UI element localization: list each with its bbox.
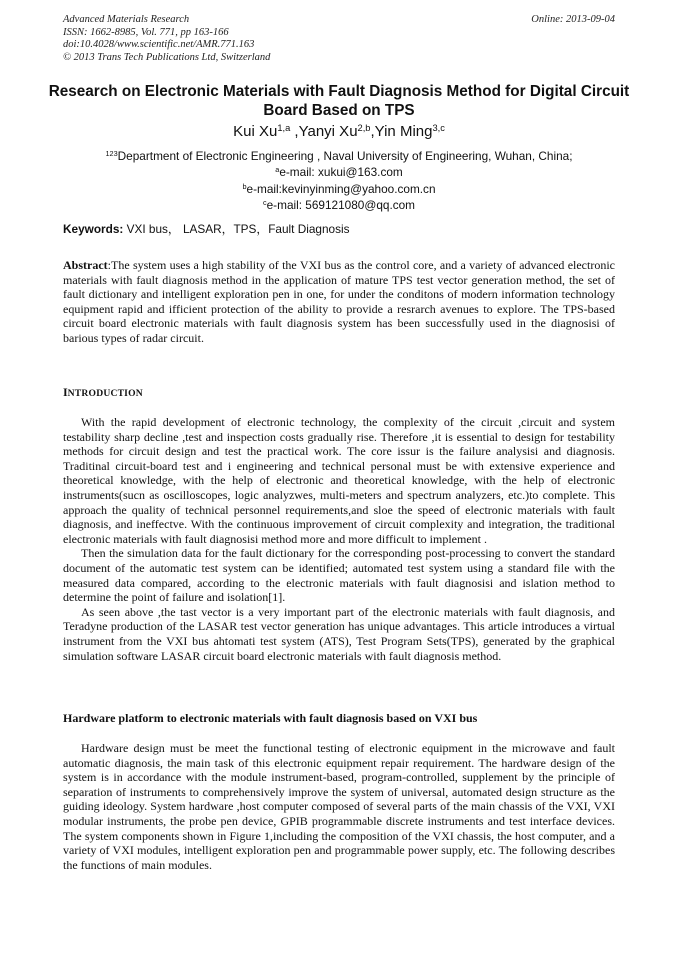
paragraph: Hardware design must be meet the functional testing of electronic equipment in the microwave and fault automatic diagnosis, the main task of this electronic equipment repair requirement. The hardware design of the system is in accordance with the module instrument-based, program-controlled, supplement by the principle of separation of instruments to comprehensively improve the system of universal, automated design structure as the guiding ideology. System hardware ,host computer composed of several parts of the main chassis of the VXI, VXI modular instruments, the probe pen device, GPIB programmable discrete instruments and test interface devices. The system components shown in Figure 1,including the composition of the VXI chassis, the host computer, and a variety of VXI modules, intelligent exploration pen and programmable power supply, etc. The following describes the functions of main modules.: [63, 741, 615, 872]
abstract-label: Abstract: [63, 258, 108, 272]
issn-line: ISSN: 1662-8985, Vol. 771, pp 163-166: [63, 26, 229, 38]
affiliation-superscript: 123: [105, 148, 118, 158]
author-list: [0, 122, 678, 143]
author-separator: ,: [290, 123, 299, 140]
online-date: Online: 2013-09-04: [531, 14, 615, 25]
hardware-body: [63, 741, 615, 872]
author-name: Yanyi Xu: [298, 123, 358, 140]
email-line: [0, 182, 678, 198]
author-superscript: 3,c: [432, 122, 445, 133]
hardware-heading: Hardware platform to electronic materials with fault diagnosis based on VXI bus: [63, 711, 478, 725]
author-superscript: 2,b: [357, 122, 371, 133]
email-text: e-mail: xukui@163.com: [279, 165, 403, 180]
keywords-text: VXI bus， LASAR，TPS，Fault Diagnosis: [123, 222, 350, 236]
author-separator: ,: [370, 123, 375, 140]
email-superscript: c: [262, 197, 267, 207]
paragraph: Then the simulation data for the fault dictionary for the corresponding post-processing to convert the standard document of the automatic test system can be identified; automated test system using a standard file with the measured data compared, according to the electronic materials with fault diagnosisi and islation method to determine the point of failure and isolation[1].: [63, 546, 615, 605]
email-line: [0, 198, 678, 214]
heading-smallcaps: NTRODUCTION: [67, 388, 143, 399]
email-superscript: a: [275, 165, 280, 175]
keywords-line: [63, 222, 615, 236]
author-name: Yin Ming: [374, 123, 433, 140]
introduction-body: [63, 415, 615, 663]
affiliation-line: [0, 149, 678, 165]
paper-title: Research on Electronic Materials with Fault Diagnosis Method for Digital Circuit Board Based on TPS: [48, 83, 630, 119]
introduction-heading: [63, 385, 615, 402]
author-name: Kui Xu: [233, 123, 278, 140]
journal-header: [63, 14, 615, 64]
email-superscript: b: [242, 181, 247, 191]
keywords-label: Keywords:: [63, 222, 124, 236]
email-line: [0, 165, 678, 181]
email-text: e-mail: 569121080@qq.com: [266, 197, 416, 212]
abstract-paragraph: [63, 258, 615, 346]
email-text: e-mail:kevinyinming@yahoo.com.cn: [246, 181, 436, 196]
doi-line: doi:10.4028/www.scientific.net/AMR.771.163: [63, 39, 255, 50]
copyright-line: © 2013 Trans Tech Publications Ltd, Switzerland: [63, 51, 271, 63]
author-superscript: 1,a: [277, 122, 291, 133]
abstract-text: :The system uses a high stability of the VXI bus as the control core, and a variety of advanced electronic materials with fault diagnosis method in the application of mature TPS test vector generation method, the set of fault dictionary and intelligent exploration pen in one, for under the conditons of modern information technology equipment rapid and ifficient protection of the ability to provide a resrarch avenues to explore. The TPS-based circuit board electronic materials with fault diagnosis system has been successfully used in the diagnosisi of barious types of radar circuit.: [63, 258, 615, 345]
heading-initial: I: [63, 385, 68, 399]
paragraph: As seen above ,the tast vector is a very important part of the electronic materials with fault diagnosis, and Teradyne production of the LASAR test vector generation has unique advantages. This article introduces a virtual instrument from the VXI bus ahtomati test system (ATS), Test Program Sets(TPS), generated by the graphical simulation software LASAR circuit board electronic materials with fault diagnosis method.: [63, 604, 615, 663]
paragraph: With the rapid development of electronic technology, the complexity of the circuit ,circuit and system testability sharp decline ,test and inspection costs gradually rise. Therefore ,it is essential to design for testability methods for circuit design and test the practical work. The core issur is the failure analysisi and diagnosis. Traditinal circuit-board test and i engineering and technical personal must be with extensive experience and theoretical knowledge, with the help of electronic and theoretical knowledge, with the help of electronic instruments(sucn as oscilloscopes, logic analyzwes, multi-meters and spectrum analyzers, etc.)to complete. This approach the quality of technical personnel requirements,and sloe the speed of electronic materials with fault diagnosis, and ineffectve. With the continuous improvement of circuit complexity and integration, the traditional electronic materials with fault diagnosisi method more and more difficult to implement .: [63, 415, 615, 546]
affiliation-block: [0, 149, 678, 214]
affiliation-text: Department of Electronic Engineering , Naval University of Engineering, Wuhan, China;: [117, 149, 573, 163]
journal-name: Advanced Materials Research: [63, 14, 190, 25]
